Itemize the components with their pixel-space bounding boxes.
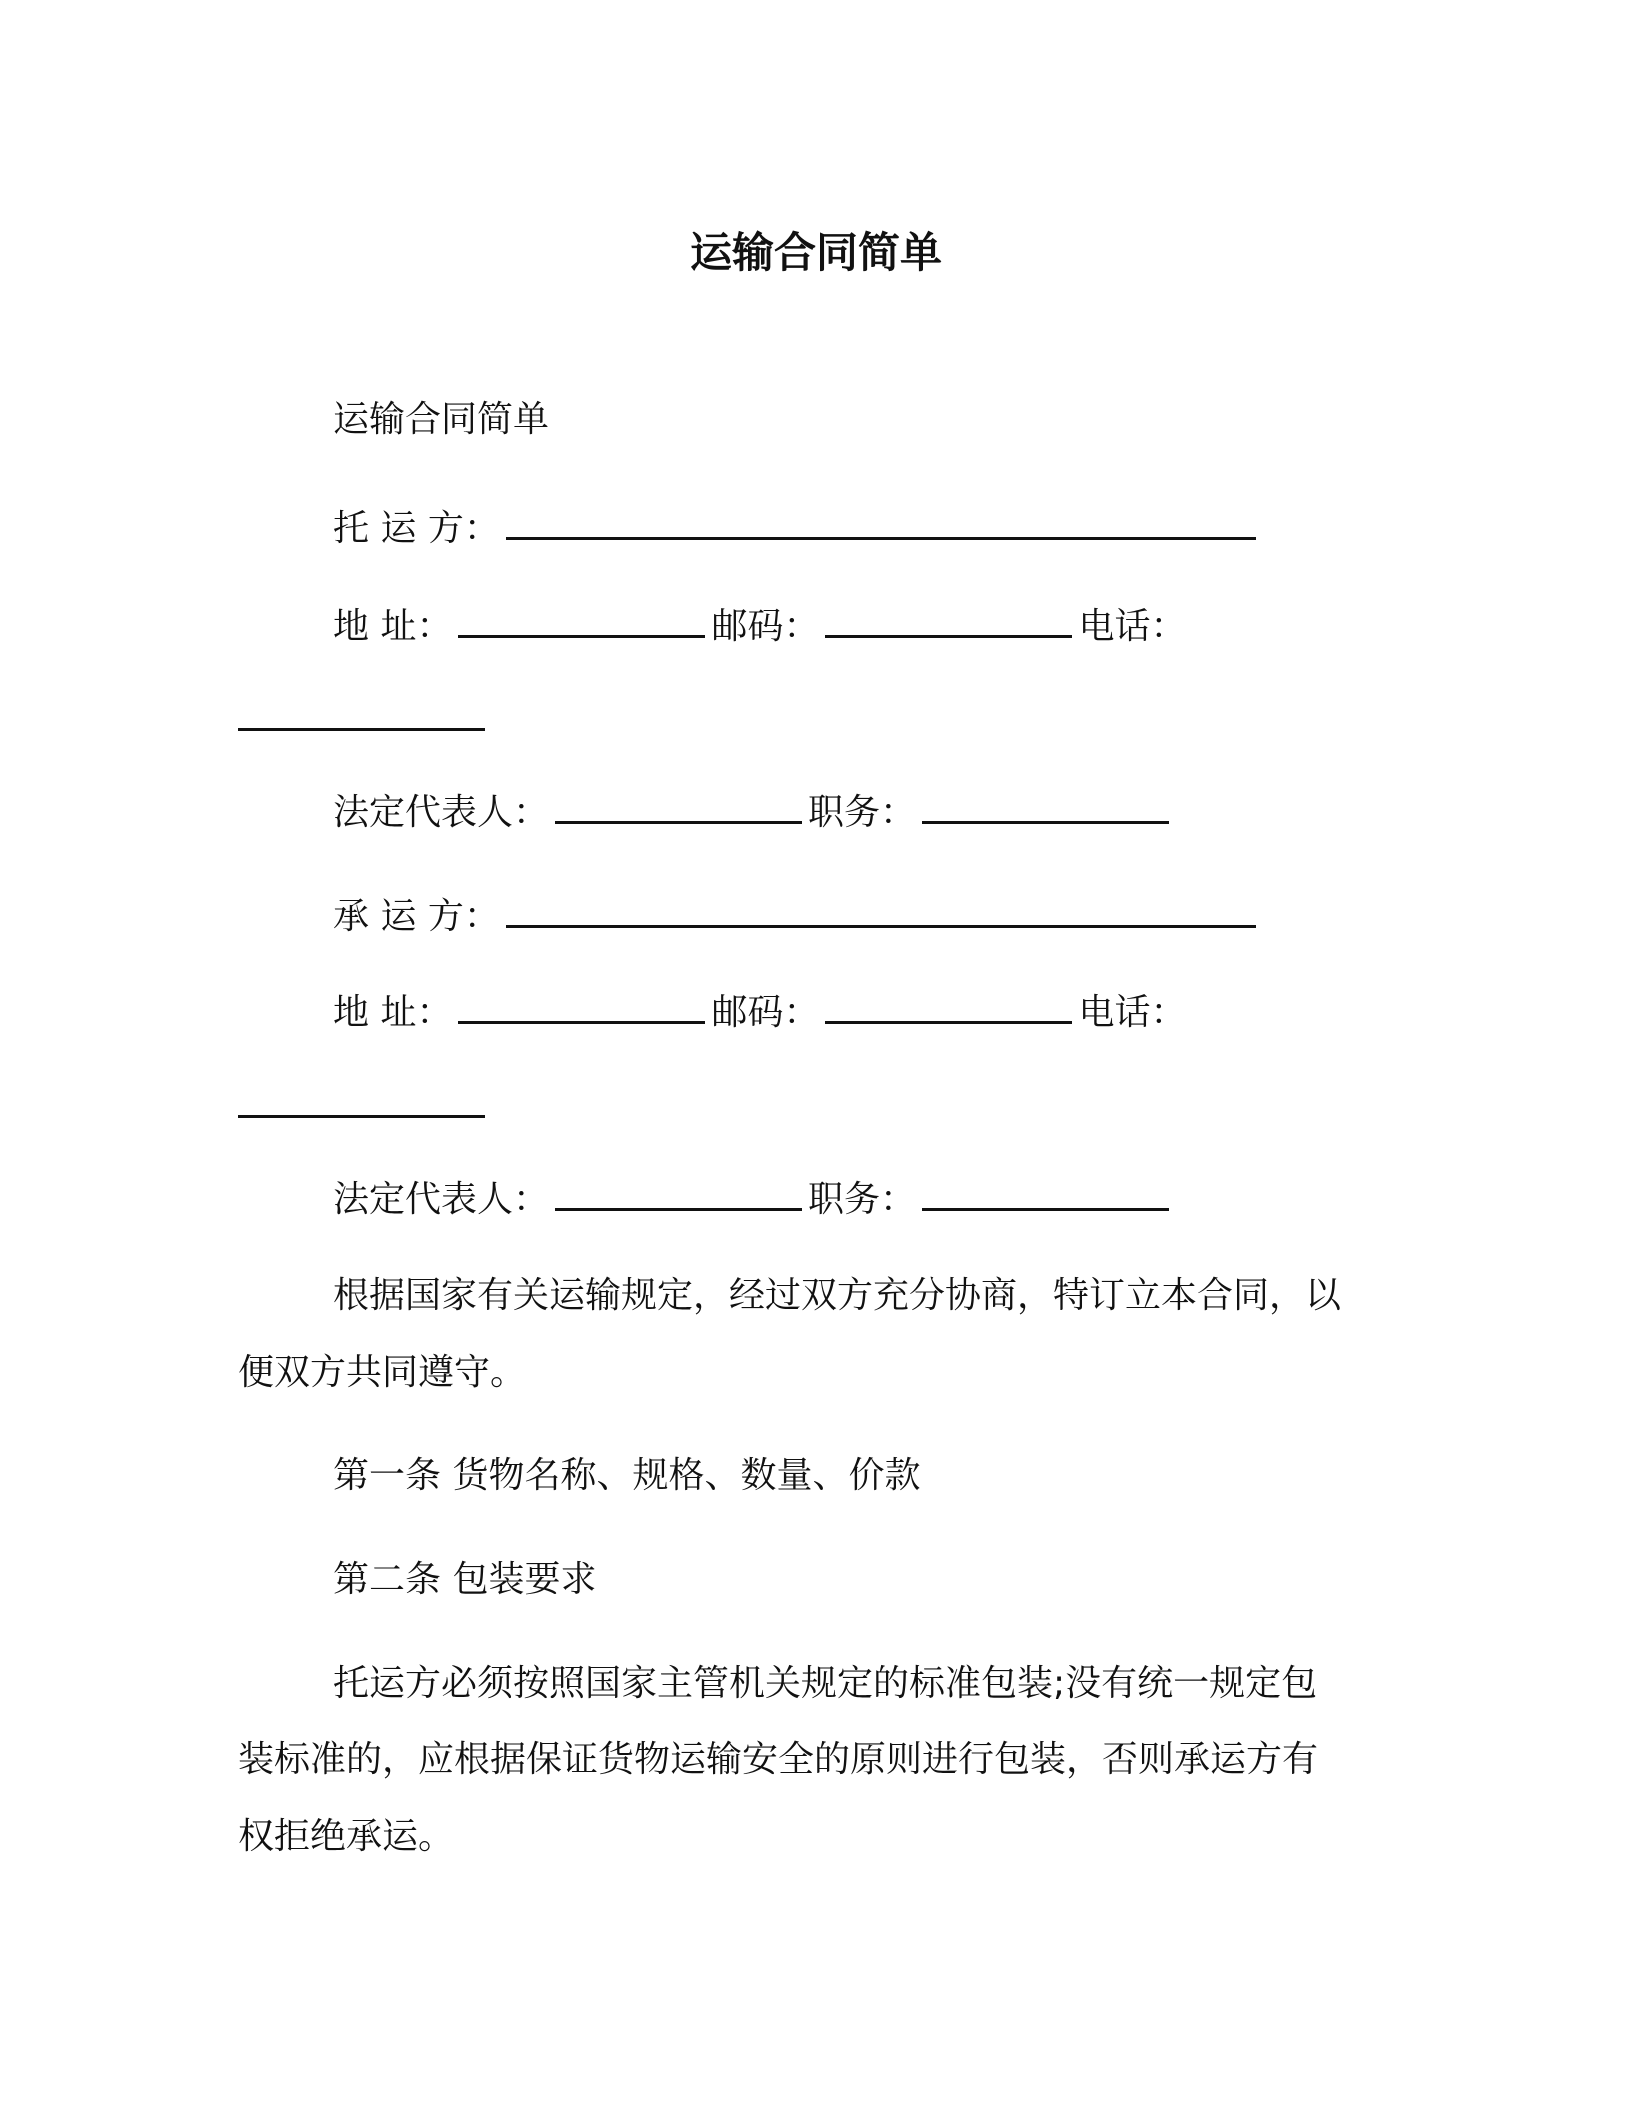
position-label: 职务： [808,792,917,833]
carrier-line [333,895,1262,939]
rep-label: 法定代表人： [333,1179,550,1220]
article-1-heading: 第一条 货物名称、规格、数量、价款 [333,1455,921,1496]
article-2-line: 托运方必须按照国家主管机关规定的标准包装;没有统一规定包 [333,1663,1318,1704]
postcode-label: 邮码： [711,606,820,647]
subtitle: 运输合同简单 [333,399,550,440]
carrier-blank[interactable] [506,895,1256,928]
carrier-rep-line [333,1178,1175,1222]
shipper-blank[interactable] [506,507,1256,540]
article-2-line: 权拒绝承运。 [238,1816,455,1857]
phone-label: 电话： [1078,606,1187,647]
rep-blank[interactable] [555,791,802,824]
intro-paragraph-line: 便双方共同遵守。 [238,1352,527,1393]
postcode-label: 邮码： [711,992,820,1033]
address-blank[interactable] [458,991,705,1024]
intro-paragraph-line: 根据国家有关运输规定，经过双方充分协商，特订立本合同，以 [333,1275,1342,1316]
shipper-rep-line [333,791,1175,835]
postcode-blank[interactable] [825,605,1072,638]
shipper-label: 托 运 方： [333,508,500,549]
address-blank[interactable] [458,605,705,638]
phone-label: 电话： [1078,992,1187,1033]
shipper-phone-line [238,698,485,742]
shipper-line [333,507,1262,551]
document-title: 运输合同简单 [689,228,942,277]
rep-blank[interactable] [555,1178,802,1211]
phone-blank[interactable] [238,698,485,731]
rep-label: 法定代表人： [333,792,550,833]
address-label: 地 址： [333,606,453,647]
position-blank[interactable] [922,1178,1169,1211]
carrier-address-line [333,991,1186,1035]
carrier-phone-line [238,1085,485,1129]
phone-blank[interactable] [238,1085,485,1118]
shipper-address-line [333,605,1186,649]
carrier-label: 承 运 方： [333,896,500,937]
article-2-line: 装标准的，应根据保证货物运输安全的原则进行包装，否则承运方有 [238,1739,1319,1780]
position-label: 职务： [808,1179,917,1220]
address-label: 地 址： [333,992,453,1033]
postcode-blank[interactable] [825,991,1072,1024]
article-2-heading: 第二条 包装要求 [333,1559,597,1600]
position-blank[interactable] [922,791,1169,824]
